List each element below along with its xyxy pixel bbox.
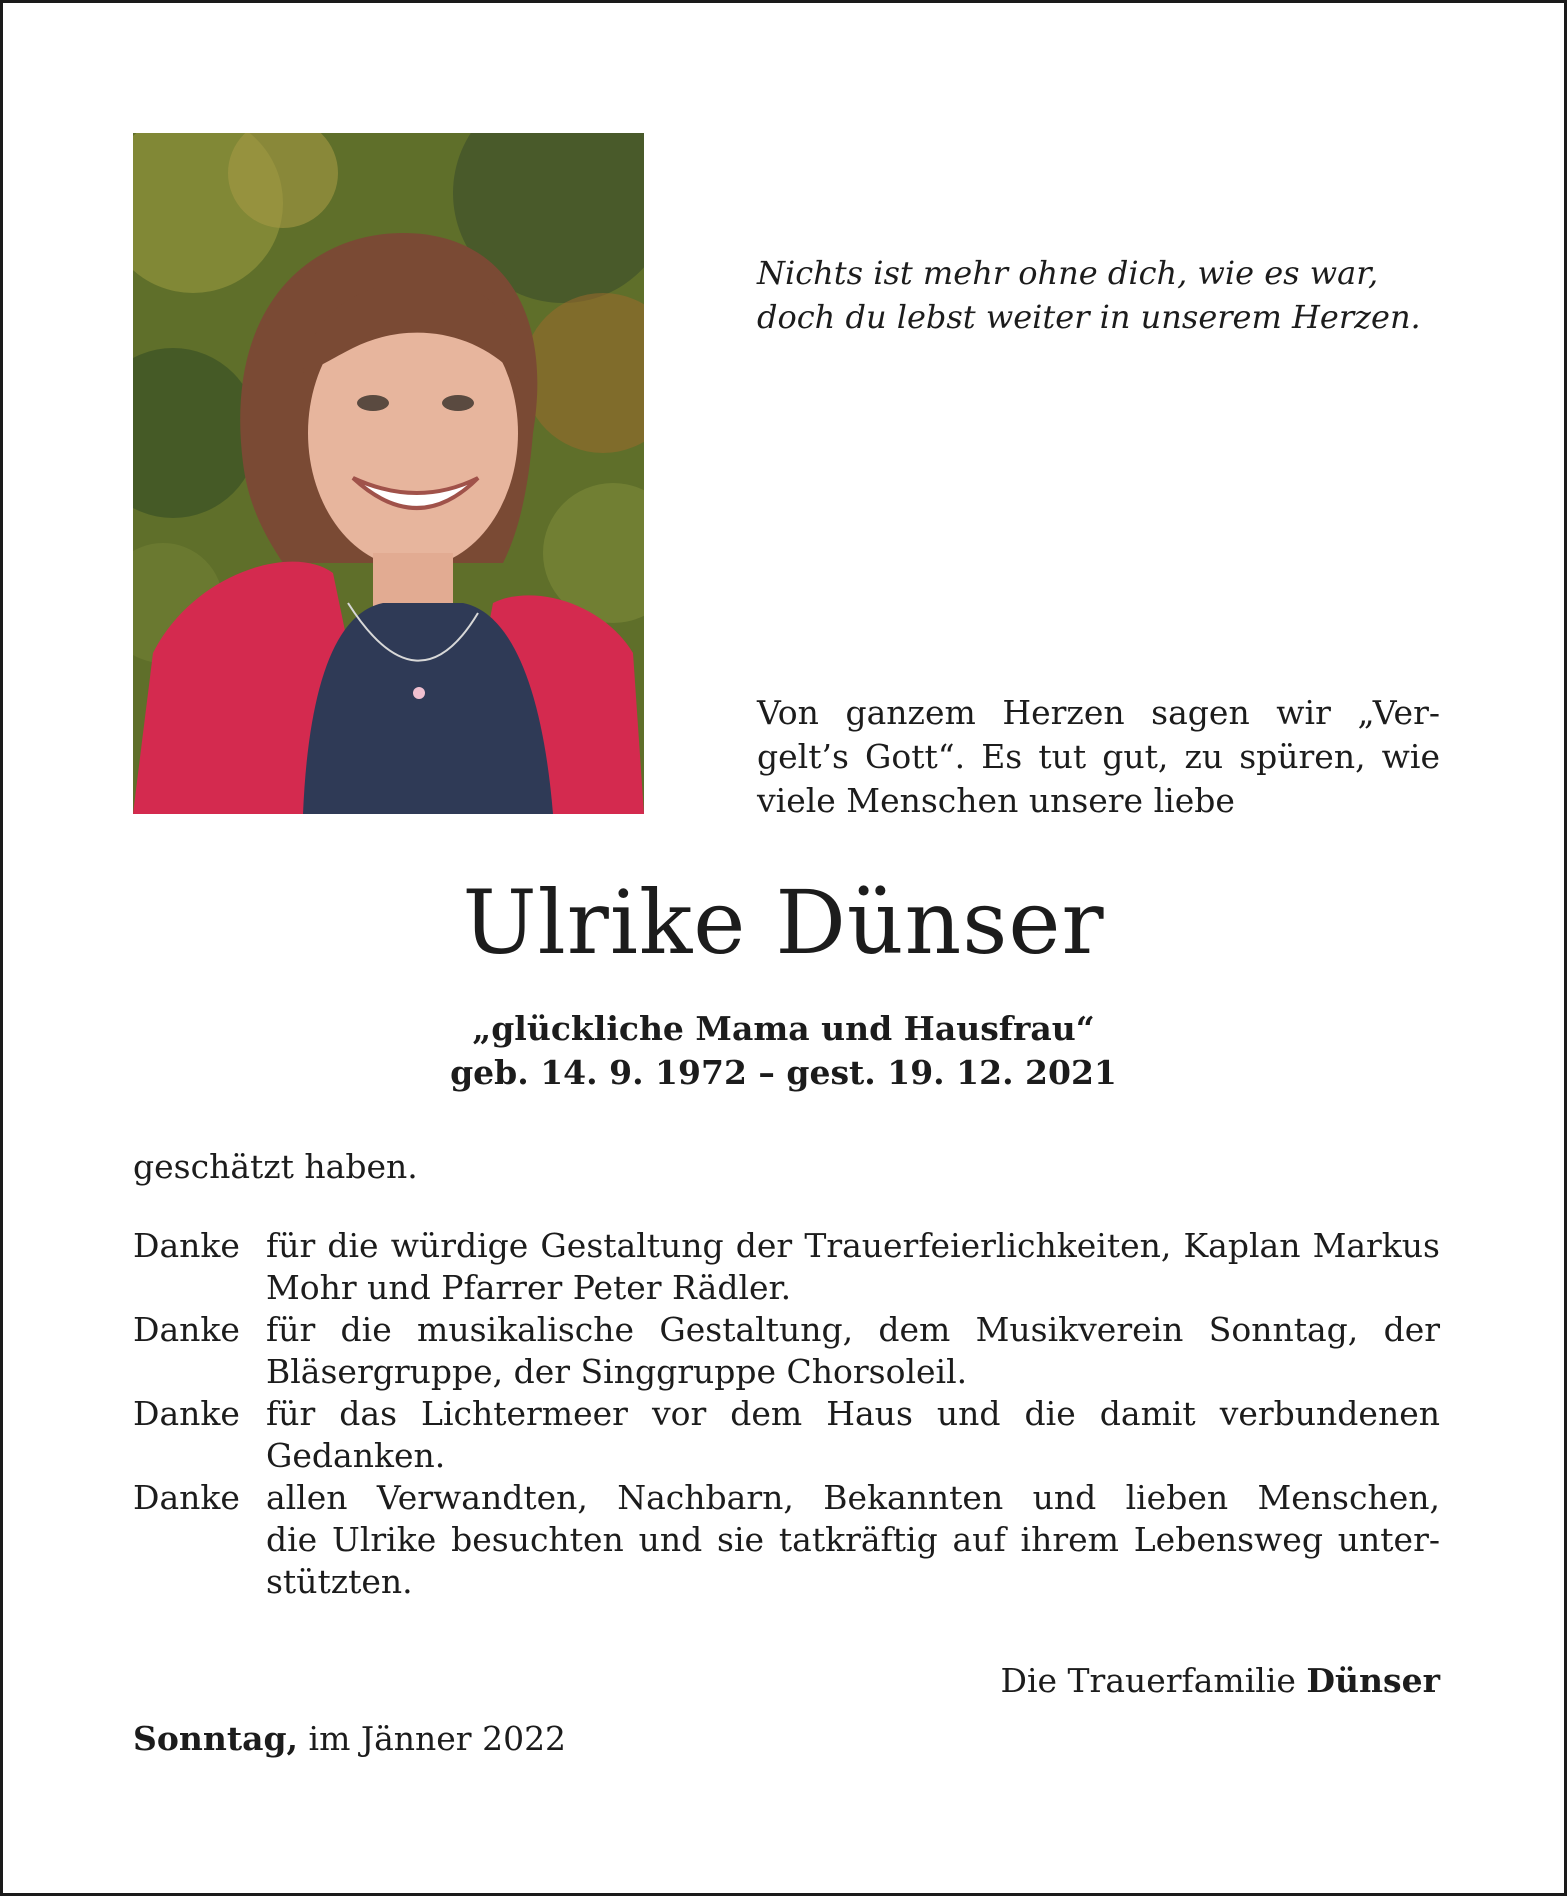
quote-line: doch du lebst weiter in unserem Herzen. bbox=[757, 298, 1421, 336]
signature bbox=[1001, 1659, 1441, 1703]
thanks-text bbox=[266, 1225, 1440, 1309]
thanks-line: allen Verwandten, Nachbarn, Bekannten und lieben Menschen, bbox=[266, 1478, 1440, 1517]
thanks-line: die Ulrike besuchten und sie tatkräftig auf ihrem Lebensweg unter- bbox=[266, 1520, 1440, 1559]
thanks-line: für die würdige Gestaltung der Trauerfeierlichkeiten, Kaplan Markus bbox=[266, 1226, 1440, 1265]
thanks-word: Danke bbox=[133, 1226, 240, 1265]
place-and-date bbox=[133, 1717, 566, 1761]
footer-place: Sonntag, bbox=[133, 1719, 299, 1758]
life-dates: geb. 14. 9. 1972 – gest. 19. 12. 2021 bbox=[450, 1053, 1117, 1092]
signature-family: Dünser bbox=[1306, 1661, 1440, 1700]
thanks-text bbox=[266, 1477, 1440, 1603]
thanks-item bbox=[133, 1393, 1440, 1477]
intro-line: gelt’s Gott“. Es tut gut, zu spüren, wie bbox=[757, 737, 1440, 776]
intro-line: viele Menschen unsere liebe bbox=[757, 781, 1235, 820]
portrait-photo bbox=[133, 133, 644, 814]
deceased-name: Ulrike Dünser bbox=[462, 871, 1105, 974]
thanks-line: für das Lichtermeer vor dem Haus und die damit verbundenen bbox=[266, 1394, 1440, 1433]
portrait-image bbox=[133, 133, 644, 814]
thanks-list bbox=[133, 1225, 1440, 1603]
thanks-word: Danke bbox=[133, 1478, 240, 1517]
intro-tail: geschätzt haben. bbox=[133, 1147, 418, 1186]
thanks-line: Mohr und Pfarrer Peter Rädler. bbox=[266, 1268, 792, 1307]
quote-line: Nichts ist mehr ohne dich, wie es war, bbox=[757, 254, 1379, 292]
thanks-text bbox=[266, 1309, 1440, 1393]
thanks-line: Bläsergruppe, der Singgruppe Chorsoleil. bbox=[266, 1352, 968, 1391]
thanks-intro bbox=[757, 691, 1440, 823]
thanks-item bbox=[133, 1309, 1440, 1393]
intro-line: Von ganzem Herzen sagen wir „Ver- bbox=[757, 693, 1440, 732]
thanks-line: für die musikalische Gestaltung, dem Musikverein Sonntag, der bbox=[266, 1310, 1440, 1349]
signature-prefix: Die Trauerfamilie bbox=[1000, 1661, 1296, 1700]
memorial-quote bbox=[757, 251, 1421, 339]
thanks-line: Gedanken. bbox=[266, 1436, 446, 1475]
deceased-details bbox=[3, 1007, 1564, 1095]
thanks-word: Danke bbox=[133, 1394, 240, 1433]
thanks-text bbox=[266, 1393, 1440, 1477]
thanks-word: Danke bbox=[133, 1310, 240, 1349]
thanks-item bbox=[133, 1477, 1440, 1603]
deceased-epithet: „glückliche Mama und Hausfrau“ bbox=[472, 1009, 1095, 1048]
thanks-line: stützten. bbox=[266, 1562, 413, 1601]
thanks-item bbox=[133, 1225, 1440, 1309]
footer-date: im Jänner 2022 bbox=[308, 1719, 567, 1758]
